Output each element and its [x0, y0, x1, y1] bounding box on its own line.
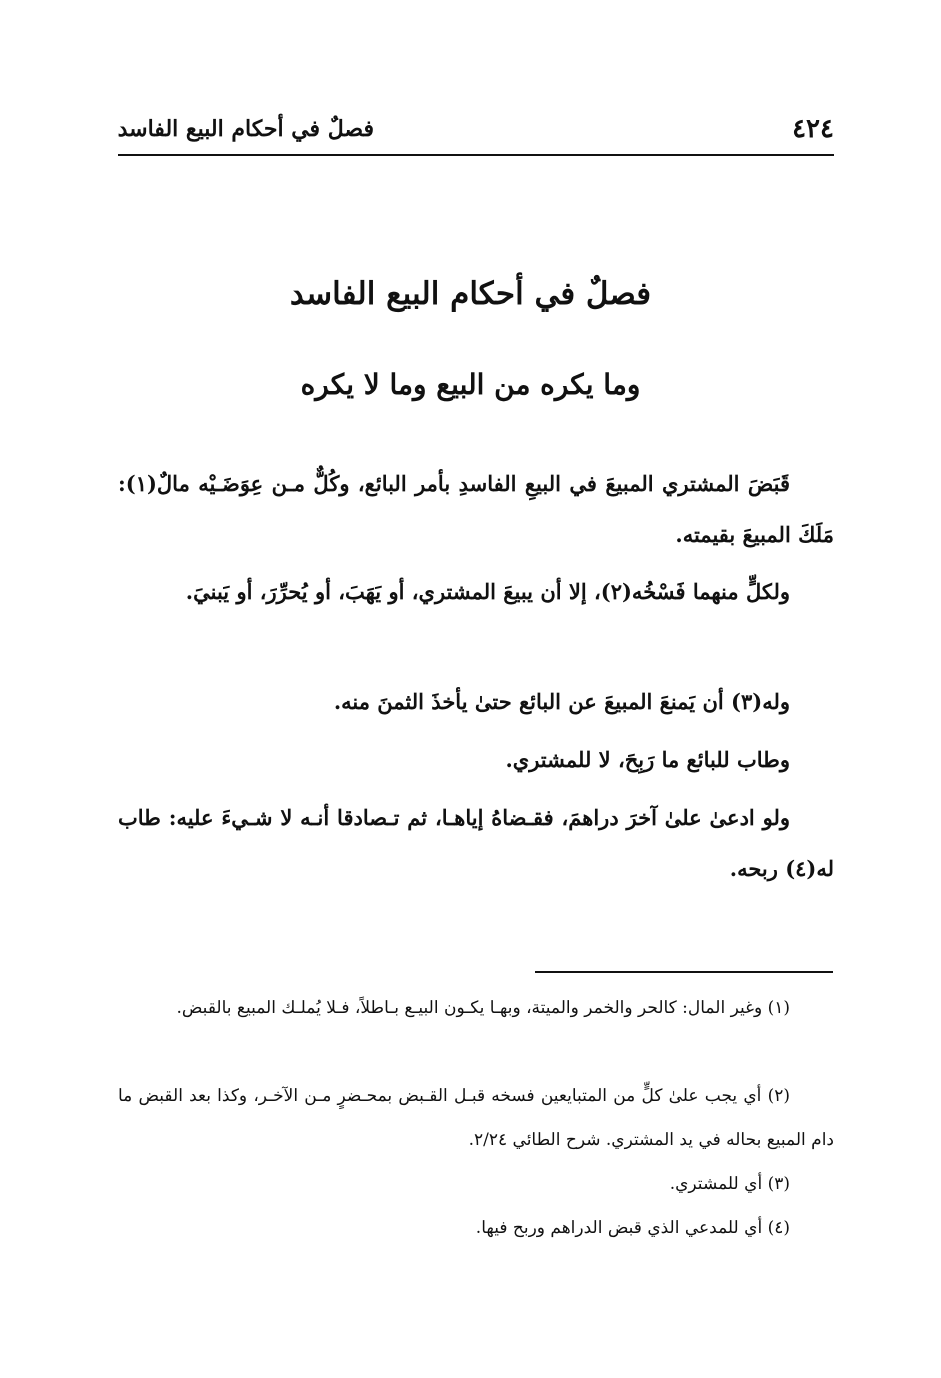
running-header [118, 112, 834, 156]
paragraph-2: ولكلٍّ منهما فَسْخُه(٢)، إلا أن يبيعَ المشتري، أو يَهَبَ، أو يُحرِّرَ، أو يَبنيَ. [185, 579, 790, 604]
chapter-title: فصلٌ في أحكام البيع الفاسد [289, 276, 652, 312]
paragraph-5: ولو ادعىٰ علىٰ آخرَ دراهمَ، فقـضاهُ إياهـا، ثم تـصادقا أنـه لا شـيءَ عليه: طاب له(٤) ربحه. [118, 805, 834, 881]
paragraph-4: وطاب للبائع ما رَبِحَ، لا للمشتري. [505, 747, 790, 772]
chapter-subtitle: وما يكره من البيع وما لا يكره [300, 368, 641, 401]
page-number: ٤٢٤ [792, 114, 834, 144]
footnote-1: (١) وغير المال: كالحر والخمر والميتة، وبهـا يكـون البيـع بـاطلاً، فـلا يُملـك المبيع بالقبض. [176, 998, 790, 1018]
paragraph-1: قَبَضَ المشتري المبيعَ في البيعِ الفاسدِ بأمر البائع، وكُلٌّ مـن عِوَضَـيْه مالٌ(١): مَلَكَ المبيعَ بقيمته. [118, 471, 834, 547]
footnote-4: (٤) أي للمدعي الذي قبض الدراهم وربح فيها. [475, 1218, 790, 1238]
footnote-3: (٣) أي للمشتري. [669, 1174, 790, 1194]
running-title: فصلٌ في أحكام البيع الفاسد [117, 116, 374, 142]
footnote-2: (٢) أي يجب علىٰ كلٍّ من المتبايعين فسخه قبـل القـبض بمحـضرٍ مـن الآخـر، وكذا بعد القبض ما دام المبيع بحاله في يد المشتري. شرح الطائي ٢/٢٤. [118, 1086, 834, 1150]
paragraph-3: وله(٣) أن يَمنعَ المبيعَ عن البائع حتىٰ يأخذَ الثمنَ منه. [333, 689, 790, 714]
footnote-divider [535, 971, 833, 973]
